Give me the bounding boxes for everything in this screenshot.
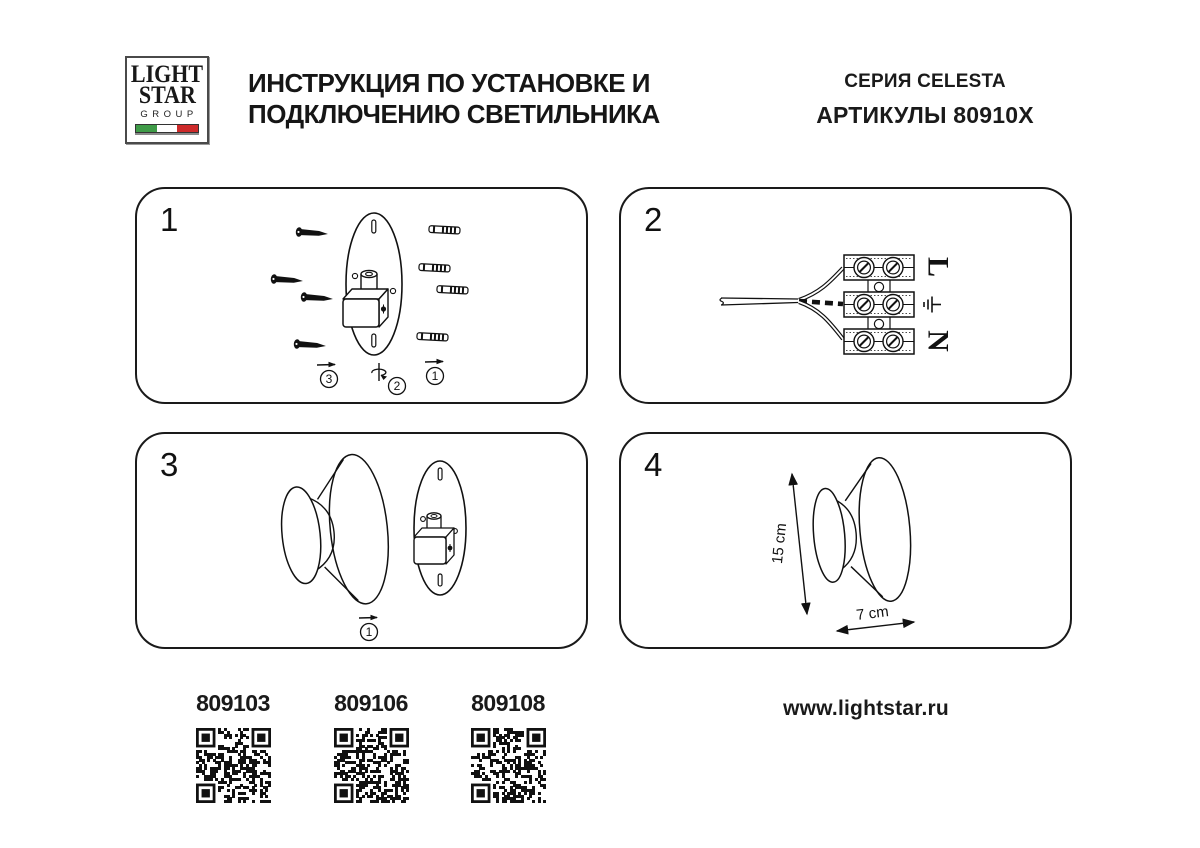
dowel-icon <box>417 333 448 341</box>
step-2-number: 2 <box>644 201 663 238</box>
rotate-icon <box>372 363 387 381</box>
seq-1-label: 1 <box>431 369 439 384</box>
article-column <box>465 690 551 803</box>
ground-icon <box>924 297 941 313</box>
dowel-icon <box>429 226 460 234</box>
seq-1-label: 1 <box>365 625 373 640</box>
articles-label: АРТИКУЛЫ 80910X <box>816 102 1034 128</box>
mounting-plate <box>414 461 466 595</box>
article-column <box>328 690 414 803</box>
lamp-body <box>274 452 395 612</box>
width-dim-label: 7 cm <box>855 603 890 624</box>
arrow-icon <box>425 359 444 364</box>
step-4-number: 4 <box>644 446 663 483</box>
height-dim-label: 15 cm <box>768 522 791 565</box>
flag-green-stripe <box>136 125 157 132</box>
article-code: 809108 <box>471 690 545 716</box>
qr-code <box>334 728 409 803</box>
title-line-1: ИНСТРУКЦИЯ ПО УСТАНОВКЕ И <box>248 68 650 98</box>
step-3-panel <box>135 432 588 649</box>
lightstar-logo <box>125 56 209 144</box>
height-dimension <box>769 474 807 614</box>
step-1-number: 1 <box>160 201 179 238</box>
arrow-icon <box>317 362 336 367</box>
series-label: СЕРИЯ CELESTA <box>844 71 1006 92</box>
screw-icon <box>293 339 326 351</box>
dowel-icon <box>419 264 450 272</box>
step-3-illustration <box>137 434 586 647</box>
step-4-illustration <box>621 434 1070 647</box>
article-column <box>190 690 276 803</box>
step-3-number: 3 <box>160 446 179 483</box>
flag-white-stripe <box>157 125 178 132</box>
terminal-block <box>844 255 914 354</box>
width-dimension <box>837 603 914 631</box>
article-code: 809103 <box>196 690 270 716</box>
mounting-plate <box>343 213 402 355</box>
step-4-panel <box>619 432 1072 649</box>
italian-flag-icon <box>135 124 199 133</box>
qr-code <box>471 728 546 803</box>
terminal-row <box>844 255 914 280</box>
step-1-illustration <box>137 189 586 402</box>
title-line-2: ПОДКЛЮЧЕНИЮ СВЕТИЛЬНИКА <box>248 99 660 129</box>
step-2-illustration <box>621 189 1070 402</box>
article-code: 809106 <box>334 690 408 716</box>
logo-text-star: STAR <box>138 82 196 109</box>
logo-text-light: LIGHT <box>130 61 204 88</box>
step-1-panel <box>135 187 588 404</box>
page-title <box>248 68 660 130</box>
neutral-wire-label: N <box>921 330 955 352</box>
flag-red-stripe <box>177 125 198 132</box>
screw-icon <box>300 292 333 304</box>
arrow-icon <box>359 615 378 620</box>
lamp-body <box>807 456 916 608</box>
qr-code <box>196 728 271 803</box>
website-url: www.lightstar.ru <box>783 697 949 720</box>
seq-2-label: 2 <box>393 379 401 394</box>
live-wire-label: L <box>921 256 955 278</box>
header-right <box>775 71 1075 129</box>
screw-icon <box>295 227 328 239</box>
terminal-row <box>844 329 914 354</box>
power-cable <box>720 268 843 339</box>
seq-3-label: 3 <box>325 372 333 387</box>
logo-text-group: GROUP <box>140 109 198 120</box>
dowel-icon <box>437 286 468 294</box>
terminal-row <box>844 292 914 317</box>
step-2-panel <box>619 187 1072 404</box>
screw-icon <box>270 274 303 286</box>
